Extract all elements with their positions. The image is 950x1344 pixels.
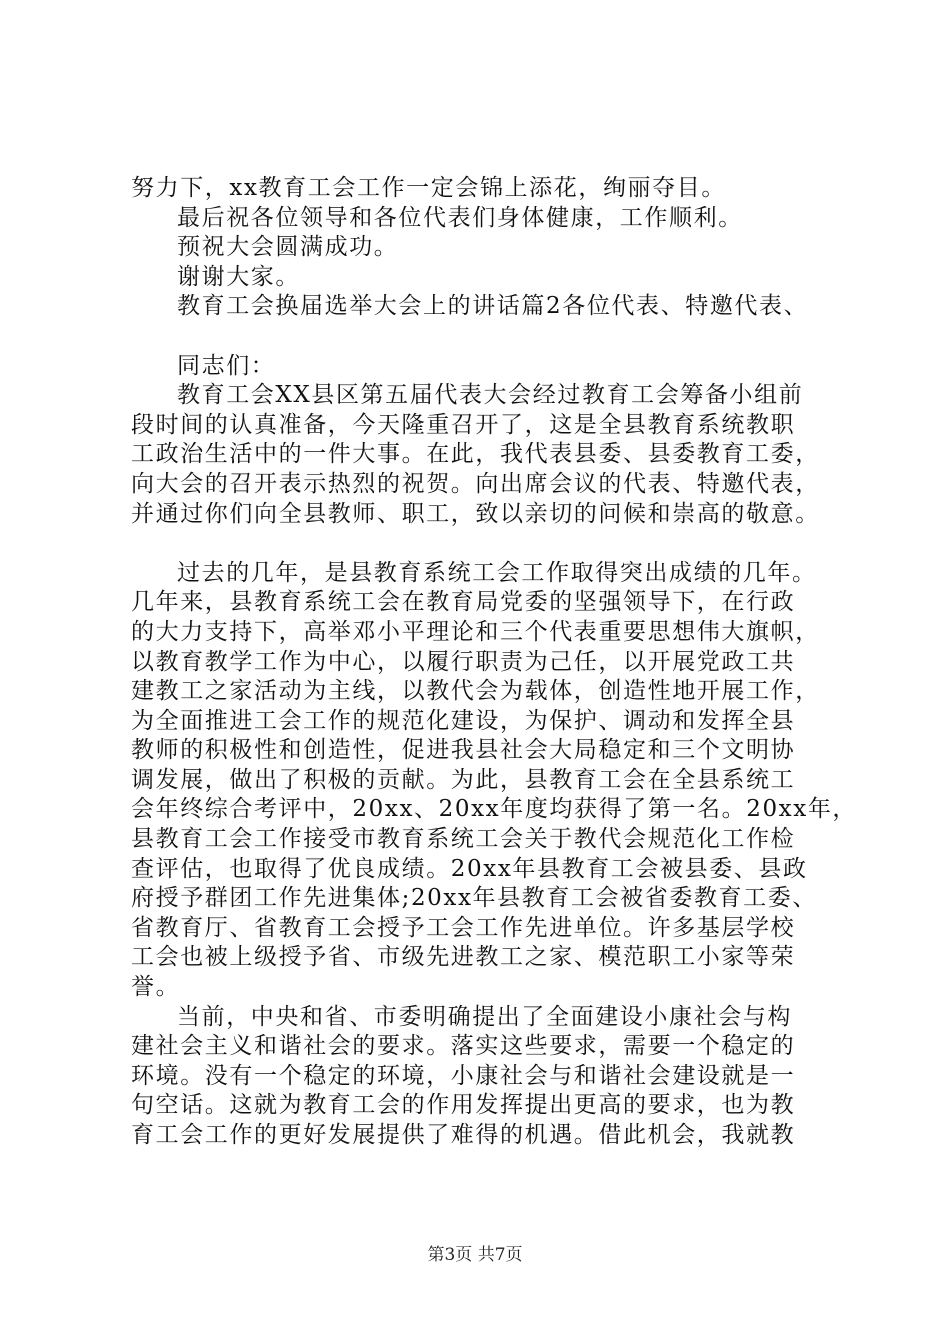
- text-line: 教育工会XX县区第五届代表大会经过教育工会筹备小组前: [177, 382, 804, 409]
- text-line: 句空话。这就为教育工会的作用发挥提出更高的要求，也为教: [131, 1092, 796, 1119]
- text-line: 努力下，xx教育工会工作一定会锦上添花，绚丽夺目。: [131, 175, 726, 201]
- blank-line: [131, 529, 831, 559]
- text-line: 府授予群团工作先进集体;20xx年县教育工会被省委教育工委、: [131, 885, 817, 912]
- text-line: 过去的几年，是县教育系统工会工作取得突出成绩的几年。: [177, 559, 817, 586]
- text-line: 教师的积极性和创造性，促进我县社会大局稳定和三个文明协: [131, 737, 796, 764]
- text-line: 省教育厅、省教育工会授予工会工作先进单位。许多基层学校: [131, 914, 796, 941]
- page-number-footer: 第3页 共7页: [427, 1245, 523, 1265]
- blank-line: [131, 322, 831, 352]
- salutation: 同志们：: [177, 352, 276, 379]
- text-line: 环境。没有一个稳定的环境，小康社会与和谐社会建设就是一: [131, 1062, 796, 1089]
- text-line: 预祝大会圆满成功。: [177, 234, 399, 261]
- document-body: [131, 174, 858, 1151]
- text-line: 查评估，也取得了优良成绩。20xx年县教育工会被县委、县政: [131, 855, 808, 882]
- text-line: 誉。: [131, 974, 181, 1001]
- text-line: 并通过你们向全县教师、职工，致以亲切的问候和崇高的敬意。: [131, 500, 820, 527]
- text-line: 几年来，县教育系统工会在教育局党委的坚强领导下，在行政: [131, 589, 796, 616]
- text-line: 为全面推进工会工作的规范化建设，为保护、调动和发挥全县: [131, 707, 796, 734]
- text-line: 工政治生活中的一件大事。在此，我代表县委、县委教育工委，: [131, 441, 820, 468]
- text-line: 建教工之家活动为主线，以教代会为载体，创造性地开展工作，: [131, 678, 820, 705]
- text-line: 育工会工作的更好发展提供了难得的机遇。借此机会，我就教: [131, 1122, 796, 1148]
- text-line: 向大会的召开表示热烈的祝贺。向出席会议的代表、特邀代表，: [131, 470, 820, 497]
- text-line: 县教育工会工作接受市教育系统工会关于教代会规范化工作检: [131, 826, 796, 853]
- text-line: 的大力支持下，高举邓小平理论和三个代表重要思想伟大旗帜，: [131, 618, 820, 645]
- section-heading: 教育工会换届选举大会上的讲话篇2各位代表、特邀代表、: [177, 293, 809, 320]
- text-line: 会年终综合考评中，20xx、20xx年度均获得了第一名。20xx年，: [131, 796, 858, 823]
- text-line: 以教育教学工作为中心，以履行职责为己任，以开展党政工共: [131, 648, 796, 675]
- text-line: 谢谢大家。: [177, 263, 300, 290]
- text-line: 最后祝各位领导和各位代表们身体健康，工作顺利。: [177, 204, 743, 231]
- text-line: 调发展，做出了积极的贡献。为此，县教育工会在全县系统工: [131, 766, 796, 793]
- text-line: 段时间的认真准备，今天隆重召开了，这是全县教育系统教职: [131, 411, 796, 438]
- text-line: 工会也被上级授予省、市级先进教工之家、模范职工小家等荣: [131, 944, 796, 971]
- text-line: 当前，中央和省、市委明确提出了全面建设小康社会与构: [177, 1003, 792, 1030]
- text-line: 建社会主义和谐社会的要求。落实这些要求，需要一个稳定的: [131, 1033, 796, 1060]
